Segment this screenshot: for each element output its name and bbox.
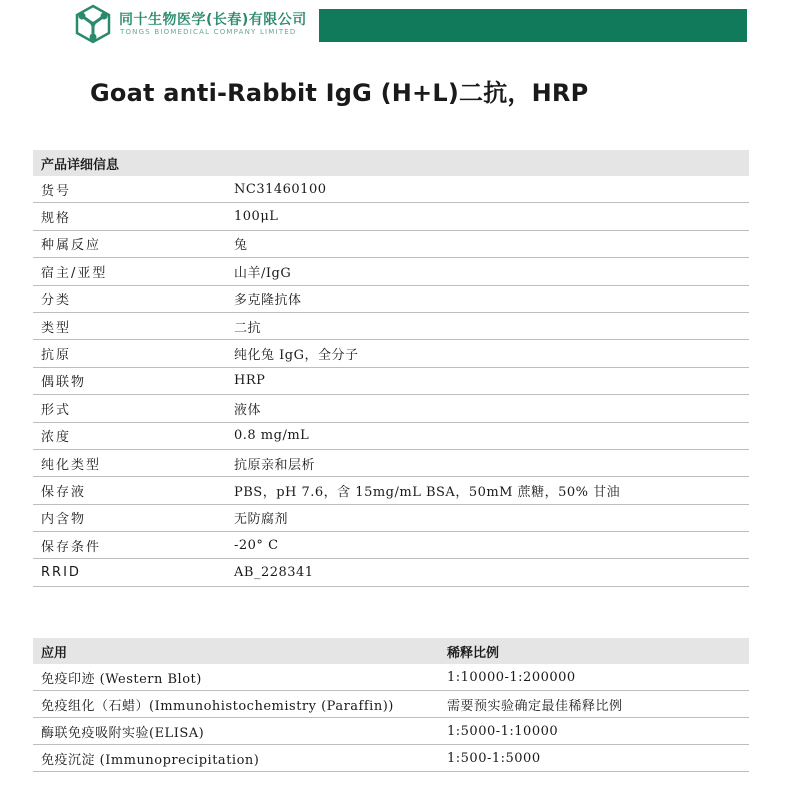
- detail-value: 0.8 mg/mL: [226, 422, 749, 449]
- table-row: [33, 559, 749, 586]
- detail-label: 分类: [33, 285, 226, 312]
- detail-value: -20° C: [226, 532, 749, 559]
- company-logo-icon: [73, 4, 113, 44]
- applications-header-row: [33, 638, 749, 664]
- application-dilution: 1:5000-1:10000: [439, 718, 749, 745]
- table-row: [33, 176, 749, 203]
- header: [0, 0, 800, 50]
- detail-value: AB_228341: [226, 559, 749, 586]
- details-heading: 产品详细信息: [33, 150, 749, 176]
- detail-value: 兔: [226, 230, 749, 257]
- detail-value: 二抗: [226, 312, 749, 339]
- detail-label: 保存条件: [33, 532, 226, 559]
- detail-value: 无防腐剂: [226, 504, 749, 531]
- applications-col-app: 应用: [33, 638, 439, 664]
- table-row: [33, 230, 749, 257]
- product-details-table: [33, 150, 749, 587]
- table-row: [33, 477, 749, 504]
- detail-label: 规格: [33, 203, 226, 230]
- applications-col-dilution: 稀释比例: [439, 638, 749, 664]
- detail-label: 形式: [33, 395, 226, 422]
- application-name: 免疫沉淀 (Immunoprecipitation): [33, 745, 439, 772]
- details-header-row: [33, 150, 749, 176]
- detail-value: 100μL: [226, 203, 749, 230]
- table-row: [33, 367, 749, 394]
- application-dilution: 1:500-1:5000: [439, 745, 749, 772]
- applications-table: [33, 638, 749, 772]
- application-dilution: 需要预实验确定最佳稀释比例: [439, 691, 749, 718]
- detail-label: 宿主/亚型: [33, 258, 226, 285]
- table-row: [33, 745, 749, 772]
- detail-label: 种属反应: [33, 230, 226, 257]
- detail-label: 偶联物: [33, 367, 226, 394]
- detail-value: 纯化兔 IgG，全分子: [226, 340, 749, 367]
- detail-value: NC31460100: [226, 176, 749, 203]
- detail-label: 货号: [33, 176, 226, 203]
- detail-value: 山羊/IgG: [226, 258, 749, 285]
- detail-label: 保存液: [33, 477, 226, 504]
- table-row: [33, 532, 749, 559]
- table-row: [33, 691, 749, 718]
- application-name: 免疫组化（石蜡）(Immunohistochemistry (Paraffin)): [33, 691, 439, 718]
- detail-label: 类型: [33, 312, 226, 339]
- table-row: [33, 285, 749, 312]
- company-name-en: TONGS BIOMEDICAL COMPANY LIMITED: [120, 28, 297, 36]
- detail-label: 纯化类型: [33, 449, 226, 476]
- table-row: [33, 504, 749, 531]
- detail-label: RRID: [33, 559, 226, 586]
- detail-value: PBS，pH 7.6，含 15mg/mL BSA，50mM 蔗糖，50% 甘油: [226, 477, 749, 504]
- table-row: [33, 664, 749, 691]
- table-row: [33, 258, 749, 285]
- detail-value: 多克隆抗体: [226, 285, 749, 312]
- detail-label: 抗原: [33, 340, 226, 367]
- product-title: Goat anti-Rabbit IgG (H+L)二抗，HRP: [90, 79, 589, 107]
- detail-label: 内含物: [33, 504, 226, 531]
- detail-value: HRP: [226, 367, 749, 394]
- application-name: 免疫印迹 (Western Blot): [33, 664, 439, 691]
- detail-value: 液体: [226, 395, 749, 422]
- detail-value: 抗原亲和层析: [226, 449, 749, 476]
- table-row: [33, 203, 749, 230]
- table-row: [33, 395, 749, 422]
- header-band: [319, 9, 747, 42]
- detail-label: 浓度: [33, 422, 226, 449]
- company-name-cn: 同十生物医学(长春)有限公司: [119, 12, 307, 28]
- table-row: [33, 422, 749, 449]
- table-row: [33, 449, 749, 476]
- table-row: [33, 718, 749, 745]
- application-name: 酶联免疫吸附实验(ELISA): [33, 718, 439, 745]
- table-row: [33, 312, 749, 339]
- table-row: [33, 340, 749, 367]
- application-dilution: 1:10000-1:200000: [439, 664, 749, 691]
